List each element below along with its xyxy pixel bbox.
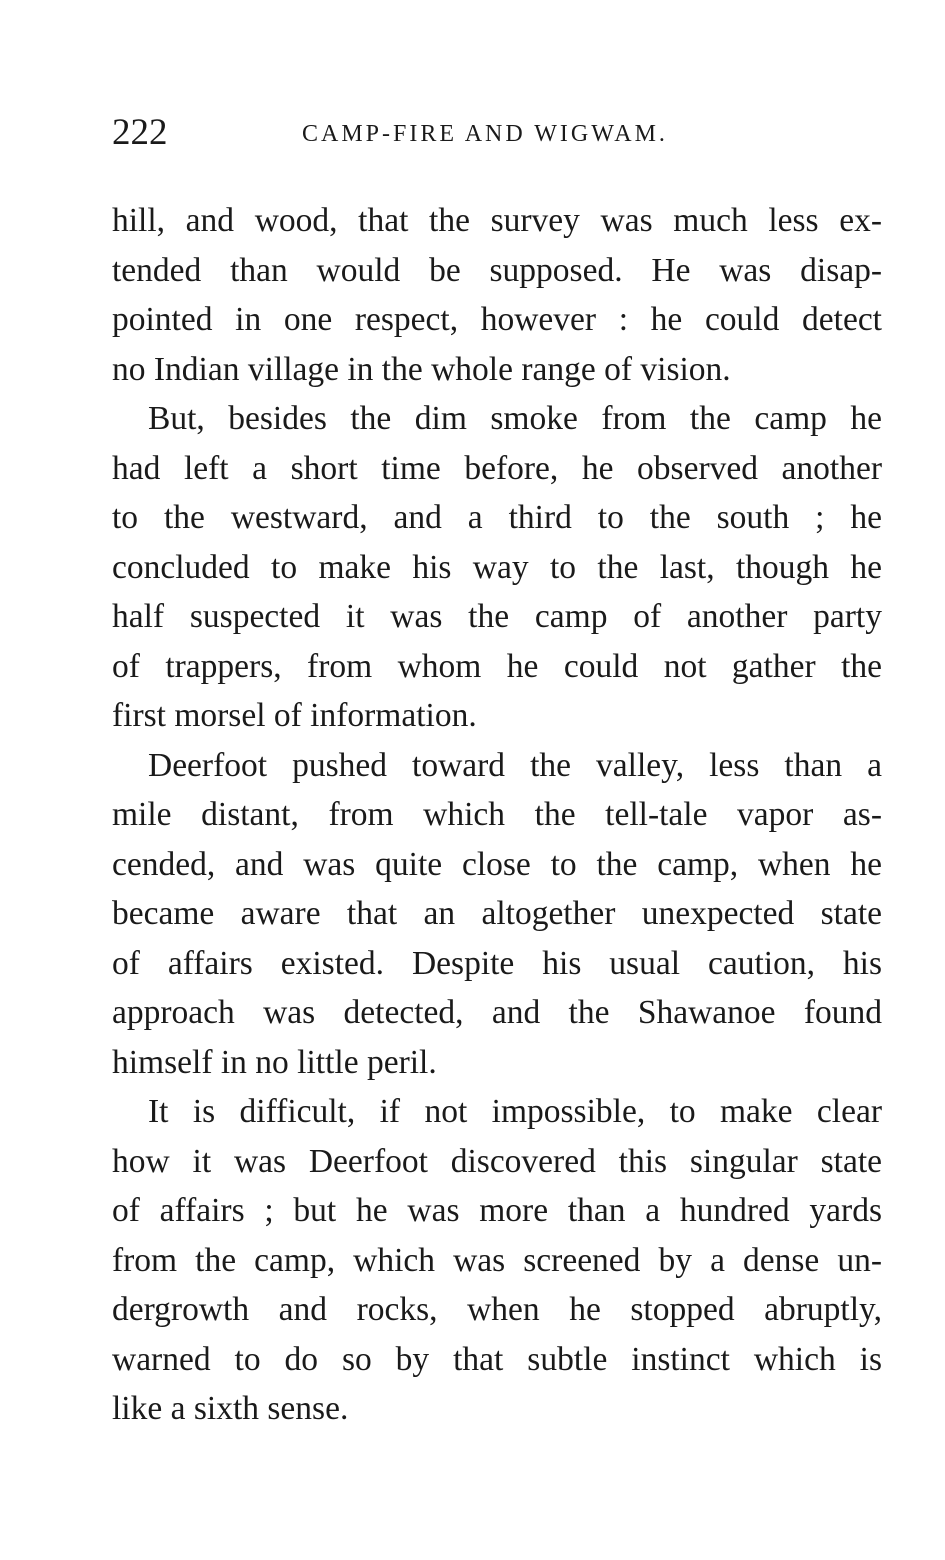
running-head: CAMP-FIRE AND WIGWAM. [302, 121, 668, 147]
page-header [112, 108, 884, 158]
paragraph [112, 394, 882, 741]
text-line: from the camp, which was screened by a dense un- [112, 1241, 882, 1279]
text-line: warned to do so by that subtle instinct which is [112, 1340, 882, 1378]
text-line: mile distant, from which the tell-tale vapor as- [112, 796, 882, 833]
text-line: no Indian village in the whole range of vision. [112, 350, 731, 388]
text-line: of trappers, from whom he could not gather the [112, 647, 882, 685]
text-line: of affairs existed. Despite his usual caution, his [112, 944, 882, 982]
text-line: It is difficult, if not impossible, to make clear [148, 1093, 882, 1130]
text-line: first morsel of information. [112, 697, 477, 734]
text-line: how it was Deerfoot discovered this singular state [112, 1142, 882, 1180]
text-line: cended, and was quite close to the camp, when he [112, 845, 882, 883]
page-number: 222 [112, 112, 168, 153]
text-line: Deerfoot pushed toward the valley, less than a [148, 746, 882, 784]
text-line: concluded to make his way to the last, though he [112, 548, 882, 586]
text-line: became aware that an altogether unexpected state [112, 895, 882, 932]
text-line: pointed in one respect, however : he could detect [112, 301, 882, 338]
paragraph [112, 741, 882, 1088]
text-line: of affairs ; but he was more than a hundred yards [112, 1192, 882, 1229]
paragraph [112, 1087, 882, 1434]
text-line: tended than would be supposed. He was disap- [112, 251, 882, 289]
text-line: half suspected it was the camp of another party [112, 598, 882, 635]
text-line: had left a short time before, he observed another [112, 449, 882, 487]
text-line: hill, and wood, that the survey was much less ex- [112, 202, 882, 239]
text-line: approach was detected, and the Shawanoe found [112, 994, 882, 1031]
text-line: dergrowth and rocks, when he stopped abruptly, [112, 1291, 882, 1328]
text-line: to the westward, and a third to the south ; he [112, 499, 882, 536]
body-text [112, 196, 882, 1434]
text-line: like a sixth sense. [112, 1390, 349, 1427]
text-line: But, besides the dim smoke from the camp he [148, 400, 882, 437]
paragraph [112, 196, 882, 394]
text-line: himself in no little peril. [112, 1043, 437, 1081]
